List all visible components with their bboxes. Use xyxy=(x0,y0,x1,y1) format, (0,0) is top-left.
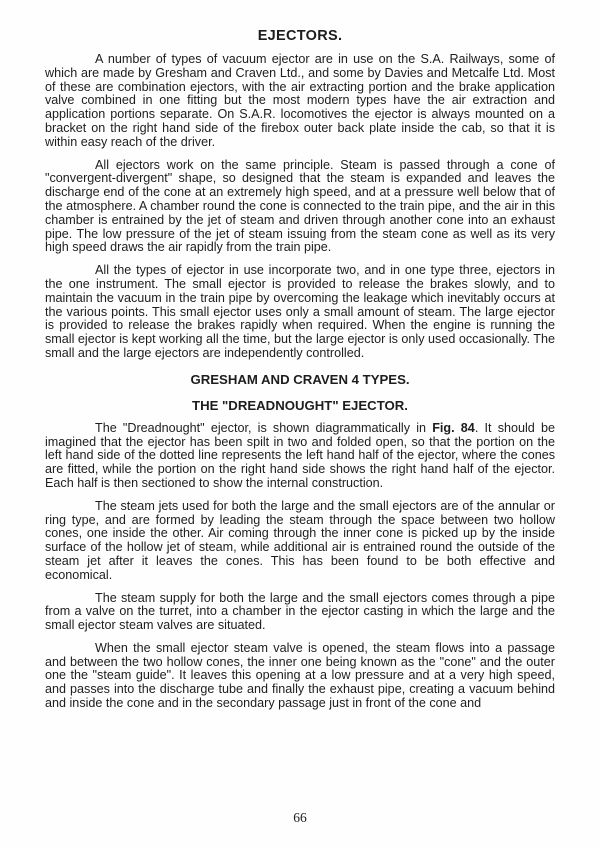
heading-gresham-types: GRESHAM AND CRAVEN 4 TYPES. xyxy=(190,371,410,387)
heading-dreadnought-ejector: THE "DREADNOUGHT" EJECTOR. xyxy=(192,397,408,413)
paragraph-intro: A number of types of vacuum ejector are in use on the S.A. Railways, some of which are made by Gresham and Craven Ltd., and some by Davies and Metcalfe Ltd. Most of these are combination ejectors, with the air extracting portion and the brake application valve combined in one fitting but the most modern types have the air extraction and application portions separate. On S.A.R. locomotives the ejector is always mounted on a bracket on the right hand side of the firebox outer back plate inside the cab, so that it is within easy reach of the driver. xyxy=(45,52,555,149)
paragraph-text-post: . It should be imagined that the ejector has been spilt in two and folded open, so that the portion on the left hand side of the dotted line represents the left hand half of the ejector, where the cones are fitted, while the portion on the right hand side shows the right hand half of the ejector. Each half is then sectioned to show the internal construction. xyxy=(45,420,556,490)
page-title: EJECTORS. xyxy=(257,28,343,44)
paragraph-ejector-types: All the types of ejector in use incorporate two, and in one type three, ejectors in the one instrument. The small ejector is provided to release the brakes slowly, and to maintain the vacuum in the train pipe by overcoming the leakage which inevitably occurs at the various points. This small ejector uses only a small amount of steam. The large ejector is provided to release the brakes rapidly when required. When the engine is running the small ejector is kept working all the time, but the large ejector is only used occasionally. The small and the large ejectors are independently controlled. xyxy=(45,263,555,360)
paragraph-steam-jets: The steam jets used for both the large and the small ejectors are of the annular or ring type, and are formed by leading the steam through the space between two hollow cones, one inside the other. Air coming through the inner cone is picked up by the inside surface of the hollow jet of steam, while additional air is entrained round the outside of the steam jet after it leaves the cones. This has been found to be both effective and economical. xyxy=(45,498,555,582)
paragraph-dreadnought-intro xyxy=(45,422,555,491)
page-number: 66 xyxy=(293,810,307,825)
paragraph-steam-supply: The steam supply for both the large and the small ejectors comes through a pipe from a valve on the turret, into a chamber in the ejector casting in which the large and the small ejector steam valves are situated. xyxy=(45,590,555,633)
paragraph-principle: All ejectors work on the same principle. Steam is passed through a cone of "convergent-divergent" shape, so designed that the steam is expanded and leaves the discharge end of the cone at an extremely high speed, and at a pressure well below that of the atmosphere. A chamber round the cone is connected to the train pipe, and the air in this chamber is entrained by the jet of steam and driven through another cone into an exhaust pipe. The low pressure of the jet of steam issuing from the steam cone as well as its very high speed draws the air rapidly from the train pipe. xyxy=(45,157,555,255)
fig-84-reference: Fig. 84 xyxy=(432,420,475,435)
paragraph-small-ejector-valve: When the small ejector steam valve is opened, the steam flows into a passage and between the two hollow cones, the inner one being known as the "cone" and the outer one the "steam guide". It leaves this opening at a low pressure and at a very high speed, and passes into the discharge tube and finally the exhaust pipe, creating a vacuum behind and inside the cone and in the secondary passage just in front of the cone and xyxy=(45,640,555,711)
paragraph-text-pre: The "Dreadnought" ejector, is shown diagrammatically in xyxy=(95,420,433,435)
